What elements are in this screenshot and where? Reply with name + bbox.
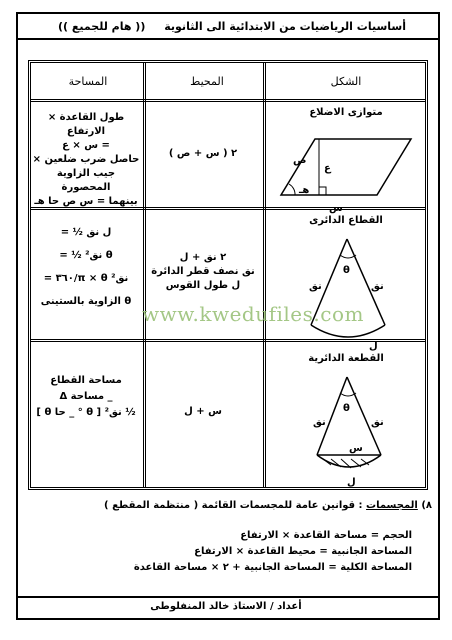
segment-radius-left-label: نق — [313, 417, 326, 428]
solids-lateral-area-formula: المساحة الجانبية = محيط القاعدة × الارتفاع — [194, 546, 412, 557]
column-divider — [143, 63, 146, 487]
formula-line: جيب الزاوية المحصورة — [56, 168, 116, 193]
formula-line: بينهما = س ص حا هـ — [34, 196, 138, 207]
formula-line: نق² π × θ/٣٦٠ = — [43, 273, 129, 284]
header-note: (( هام للجميع )) — [58, 20, 146, 33]
formula-line: ٢ نق + ل — [179, 252, 227, 263]
parallelogram-angle-label: هـ — [299, 185, 310, 196]
formula-line: = س × ع — [62, 140, 110, 151]
parallelogram-figure — [267, 121, 427, 214]
area-segment — [31, 373, 141, 421]
header-divider — [16, 38, 440, 40]
formula-line: ٢ ( س + ص ) — [168, 148, 238, 159]
parallelogram-height-label: ع — [324, 163, 331, 174]
solids-heading-label: المجسمات — [366, 500, 418, 511]
formula-line: مساحة القطاع — [50, 375, 122, 386]
perimeter-sector — [147, 251, 259, 293]
column-header-shape: الشكل — [330, 75, 362, 88]
sector-angle-label: θ — [343, 265, 350, 276]
formula-line: نق نصف قطر الدائرة — [151, 266, 255, 277]
formula-line: θ نق² ½ = — [59, 250, 113, 261]
formula-line: ½ نق² [ θ ° _ حا θ ] — [36, 407, 136, 418]
solids-volume-formula: الحجم = مساحة القاعدة × الارتفاع — [240, 530, 412, 541]
formula-table — [28, 60, 428, 490]
footer-divider — [16, 596, 440, 598]
parallelogram-base-label: س — [329, 203, 343, 214]
formula-line: _ مساحة Δ — [59, 391, 113, 402]
column-header-perimeter: المحيط — [190, 75, 224, 88]
shape-title-parallelogram: متوازى الاضلاع — [309, 107, 383, 118]
column-header-area: المساحة — [68, 75, 108, 88]
formula-line: س + ل — [184, 406, 222, 417]
watermark: www.kwedufiles.com — [142, 302, 364, 326]
formula-line: θ الزاوية بالستينى — [40, 296, 132, 307]
footer-author: أعداد / الاستاذ خالد المنفلوطى — [150, 601, 302, 612]
column-divider — [263, 63, 266, 487]
parallelogram-side-label: ص — [293, 155, 307, 166]
formula-line: طول القاعدة × الارتفاع — [47, 112, 125, 137]
area-sector — [31, 221, 141, 313]
formula-line: حاصل ضرب ضلعين × — [32, 154, 140, 165]
segment-angle-label: θ — [343, 403, 350, 414]
sector-figure — [267, 231, 427, 351]
shape-title-segment: القطعة الدائرية — [308, 353, 384, 364]
sector-arc-label: ل — [369, 341, 378, 352]
row-divider — [31, 99, 425, 102]
formula-line: ل نق ½ = — [60, 227, 112, 238]
formula-line: ل طول القوس — [165, 280, 241, 291]
solids-heading-rest: : قوانين عامة للمجسمات القائمة ( منتظمة المقطع ) — [104, 500, 363, 511]
segment-radius-right-label: نق — [371, 417, 384, 428]
page-title: أساسيات الرياضيات من الابتدائية الى الثانوية — [164, 20, 406, 33]
segment-chord-label: س — [349, 443, 363, 454]
perimeter-parallelogram — [147, 147, 259, 161]
solids-heading-number: ٨) — [421, 500, 432, 511]
area-parallelogram — [31, 111, 141, 209]
perimeter-segment — [147, 405, 259, 419]
segment-figure — [267, 369, 427, 489]
segment-arc-label: ل — [347, 477, 356, 488]
shape-title-sector: القطاع الدائرى — [309, 215, 383, 226]
sector-radius-right-label: نق — [371, 281, 384, 292]
solids-heading — [104, 500, 432, 511]
sector-radius-left-label: نق — [309, 281, 322, 292]
solids-total-area-formula: المساحة الكلية = المساحة الجانبية + ٢ × مساحة القاعدة — [133, 562, 412, 573]
